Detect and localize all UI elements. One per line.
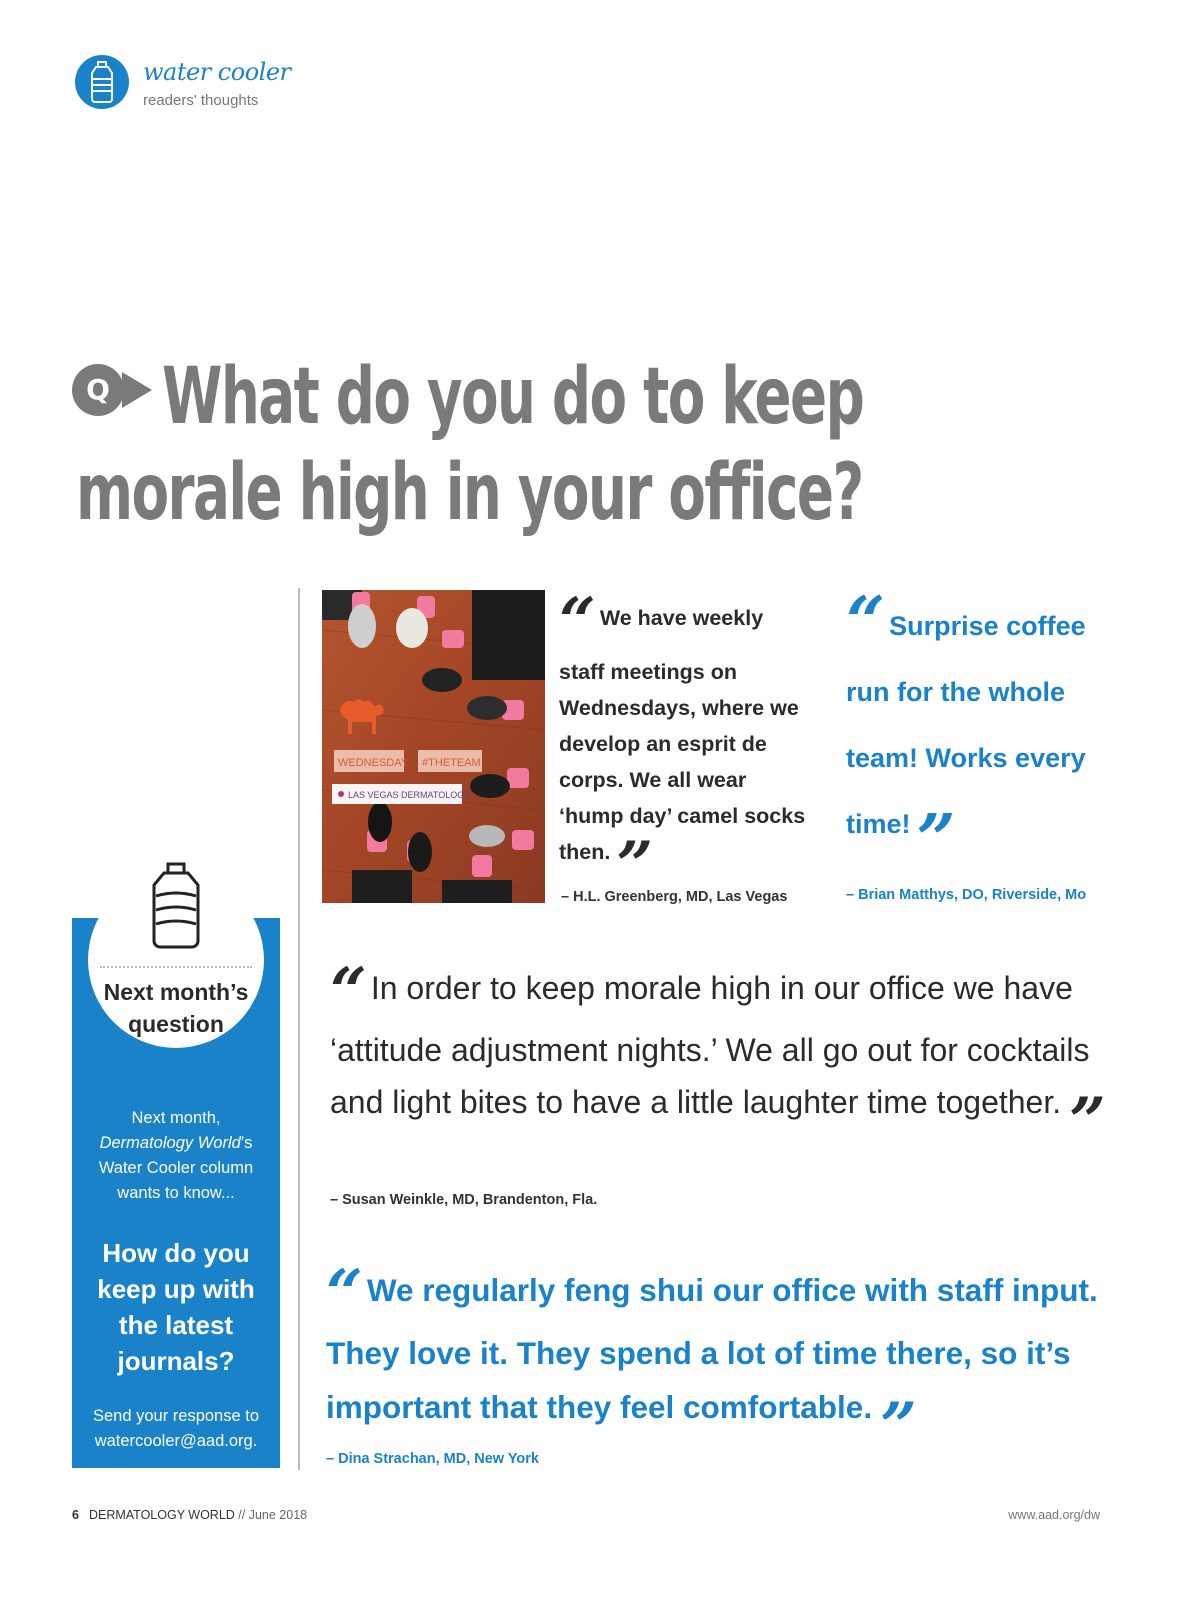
column-divider [298,588,300,1470]
photo-location-tag: LAS VEGAS DERMATOLOGY [348,790,471,800]
quote-strachan [326,1256,1116,1464]
page-number: 6 [72,1508,79,1522]
quote-attribution: – Susan Weinkle, MD, Brandenton, Fla. [330,1192,598,1208]
water-bottle-icon [150,862,202,950]
question-arrow-icon [122,372,152,408]
section-subtitle: readers' thoughts [143,92,259,109]
close-quote-icon: ” [916,800,956,880]
quote-text: In order to keep morale high in our office we have ‘attitude adjustment nights.’ We all go out for cocktails and light bites to have a little laughter time together. [330,970,1090,1120]
question-badge-letter: Q [86,373,110,406]
sidebar-title: Next month’s question [103,979,249,1037]
page-title-line-1: What do you do to keep [162,352,864,442]
sidebar-dotted-rule [100,966,252,968]
team-socks-photo [322,590,545,903]
quote-attribution: – Dina Strachan, MD, New York [326,1451,539,1467]
sidebar-intro-part-1: Next month, [131,1109,221,1127]
close-quote-icon: ” [1069,1084,1106,1159]
footer-issue: // June 2018 [238,1508,308,1522]
sidebar-intro-publication: Dermatology World [99,1134,241,1152]
open-quote-icon: “ [846,582,886,662]
section-title: water cooler [143,58,291,86]
page-title-line-2: morale high in your office? [76,448,863,538]
quote-greenberg [559,584,809,903]
sidebar-intro-part-2: ’s Water Cooler column wants to know... [98,1134,254,1202]
quote-matthys [846,582,1116,880]
footer-url[interactable]: www.aad.org/dw [1008,1508,1100,1522]
footer-left [72,1508,307,1522]
open-quote-icon: “ [559,584,596,659]
sidebar-send-instructions: Send your response to watercooler@aad.org. [92,1407,260,1450]
quote-attribution: – Brian Matthys, DO, Riverside, Mo [846,887,1087,903]
close-quote-icon: ” [880,1389,917,1464]
close-quote-icon: ” [616,828,654,903]
photo-tag-theteam: #THETEAM [422,757,481,769]
open-quote-icon: “ [330,954,367,1029]
sidebar-intro [80,1106,272,1206]
photo-tag-wednesday: WEDNESDAY [338,757,409,769]
quote-text: We have weekly staff meetings on Wednesdays, where we develop an esprit de corps. We all wear ‘hump day’ camel socks then. [559,606,806,864]
quote-text: We regularly feng shui our office with staff input. They love it. They spend a lot of time there, so it’s important that they feel comfortable. [326,1272,1098,1425]
quote-attribution: – H.L. Greenberg, MD, Las Vegas [561,889,788,905]
open-quote-icon: “ [326,1256,363,1331]
quote-text: Surprise coffee run for the whole team! Works every time! [846,611,1086,839]
sidebar-question: How do you keep up with the latest journals? [97,1238,255,1376]
water-cooler-badge [75,55,129,109]
water-bottle-icon [89,61,115,103]
footer-publication: DERMATOLOGY WORLD [88,1508,235,1522]
quote-weinkle [330,954,1110,1159]
